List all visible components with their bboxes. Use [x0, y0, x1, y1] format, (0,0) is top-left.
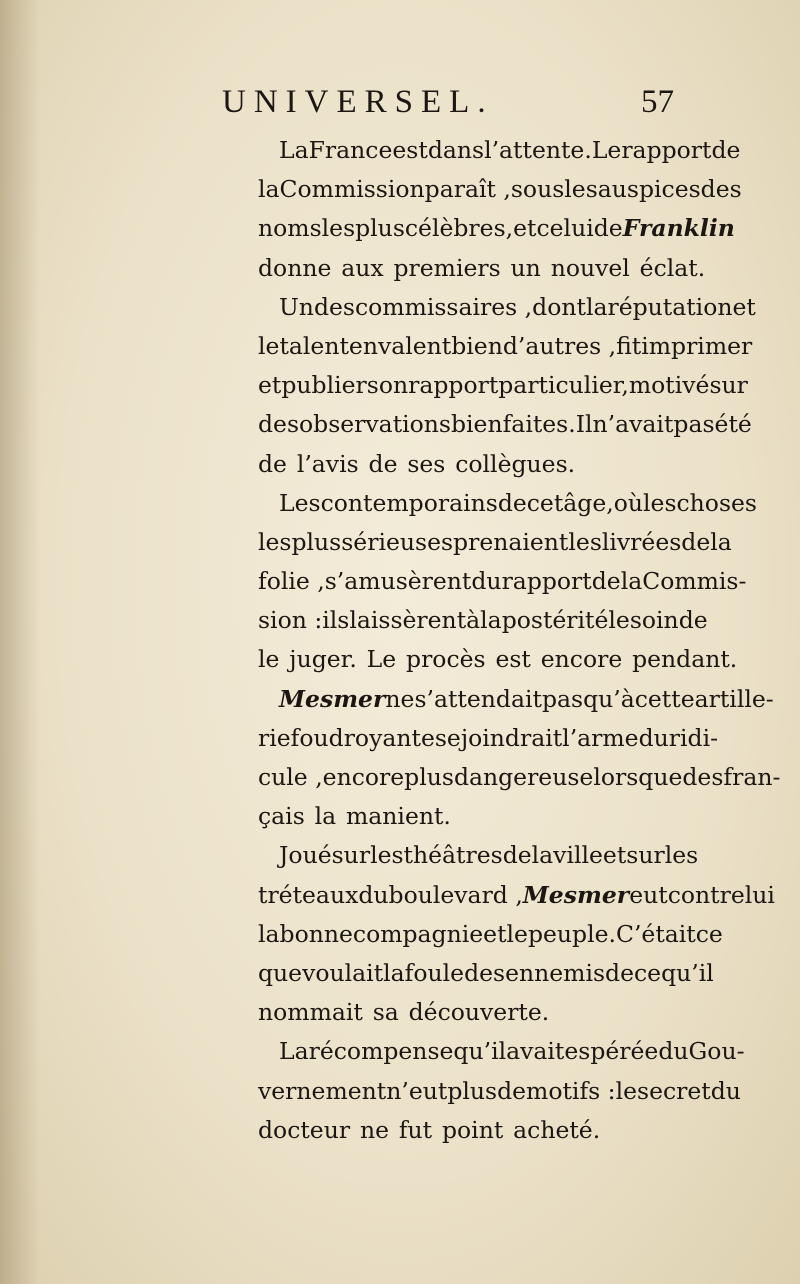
word: C’était [615, 919, 696, 948]
word: sous [510, 175, 565, 204]
word: des [464, 958, 506, 987]
word: de [605, 958, 634, 987]
word: compagnie [352, 919, 484, 948]
text-line [258, 366, 748, 405]
word: donne [258, 253, 332, 282]
word: artille- [694, 684, 774, 713]
word: la [480, 606, 502, 635]
word: faites. [502, 410, 576, 439]
word: livrées [601, 527, 682, 556]
word: le [615, 1076, 638, 1105]
text-line [258, 836, 699, 875]
word: les [568, 527, 602, 556]
word: pendant. [632, 645, 738, 674]
word: paraît , [424, 175, 511, 204]
word: ce [634, 958, 662, 987]
word: soin [629, 606, 679, 635]
word: en [348, 331, 378, 360]
word: s’attendait [414, 684, 542, 713]
word: sur [626, 841, 665, 870]
word: secret [637, 1076, 711, 1105]
word: auspices [597, 175, 701, 204]
word: dangereuse [453, 763, 594, 791]
word: particulier, [498, 371, 629, 400]
text-line [258, 680, 774, 719]
word: plus [447, 1076, 498, 1105]
text-line [258, 405, 752, 444]
word: ridi- [668, 723, 719, 752]
word: qu’à [583, 684, 635, 713]
word: manient. [346, 802, 451, 831]
word: cet [526, 488, 564, 517]
word: valent [377, 331, 452, 360]
word: n’eut [386, 1076, 448, 1105]
word: célèbres [404, 214, 506, 243]
word: talent [279, 331, 349, 360]
text-line [258, 1032, 745, 1071]
word: rapport [501, 567, 592, 596]
text-line [258, 484, 757, 523]
text-line [258, 288, 756, 327]
text-line [258, 131, 741, 170]
word: des [682, 763, 724, 791]
word: voulait [302, 958, 384, 987]
word: fut [398, 1115, 433, 1144]
word: sur [331, 841, 371, 870]
word: fit [616, 331, 642, 360]
word: la [585, 292, 608, 321]
word: de [681, 527, 711, 556]
text-line [258, 562, 747, 601]
running-title: UNIVERSEL. [222, 84, 494, 120]
word: la [710, 527, 732, 556]
word: contre [667, 880, 745, 909]
word: réputation [607, 292, 733, 321]
word: Un [279, 292, 314, 321]
word: la [531, 841, 554, 870]
word: découverte. [408, 998, 550, 1027]
word: prenaient [453, 527, 569, 556]
word: nouvel [550, 253, 630, 282]
word: peuple. [527, 919, 616, 948]
text-line [258, 249, 706, 288]
word: des [258, 410, 300, 439]
word: Commis- [642, 567, 747, 596]
word: çais [258, 802, 305, 831]
word: rapport [408, 371, 499, 400]
text-line [258, 170, 742, 209]
word: des [700, 175, 742, 204]
word: commissaires , [354, 292, 533, 321]
word: foule [404, 958, 465, 987]
word: dont [532, 292, 586, 321]
page-edge-shadow [0, 0, 40, 1284]
italic-name: Franklin [622, 214, 735, 243]
word: La [279, 1037, 309, 1066]
text-line [258, 601, 708, 640]
word: Les [279, 488, 321, 517]
word: théâtres [403, 841, 503, 870]
word: du [471, 567, 502, 596]
word: tréteaux [258, 880, 359, 909]
word: ils [322, 606, 350, 635]
word: s’amusèrent [324, 567, 472, 596]
word: fran- [723, 763, 781, 791]
word: du [638, 723, 669, 752]
text-line [258, 327, 753, 366]
word: motivé [628, 371, 710, 400]
word: les [643, 488, 677, 517]
word: contemporains [320, 488, 498, 517]
word: point [441, 1115, 504, 1144]
word: ne [385, 684, 415, 713]
word: sur [709, 371, 748, 400]
word: motifs : [526, 1076, 616, 1105]
word: ennemis [505, 958, 606, 987]
word: postérité [501, 606, 609, 635]
text-line [258, 719, 719, 758]
word: et [602, 841, 627, 870]
word: Le [366, 645, 397, 674]
word: des [313, 292, 355, 321]
word: les [664, 841, 699, 870]
word: vernement [258, 1076, 387, 1105]
word: l’arme [562, 723, 639, 752]
word: pas [673, 410, 715, 439]
word: Gou- [688, 1037, 745, 1066]
word: de [258, 449, 287, 478]
word: nommait [258, 998, 363, 1027]
word: plus [291, 527, 342, 556]
word: les [321, 214, 356, 243]
italic-name: Mesmer [279, 684, 386, 713]
italic-name: Mesmer [522, 880, 630, 909]
word: de [711, 136, 741, 164]
word: un [510, 253, 541, 282]
word: rapport [621, 136, 712, 164]
word: le [506, 919, 528, 948]
word: la [258, 175, 280, 204]
word: encore [540, 645, 623, 674]
text-line [258, 1111, 656, 1150]
word: de [678, 606, 708, 635]
word: se [434, 723, 461, 752]
word: qu’il [661, 958, 714, 987]
text-line [258, 445, 656, 484]
word: plus [355, 214, 405, 243]
word: qu’il [453, 1037, 507, 1066]
word: Le [591, 136, 622, 164]
text-line [258, 758, 781, 797]
word: de [497, 1076, 527, 1105]
word: bien [451, 410, 503, 439]
word: publier [281, 371, 367, 400]
word: sa [372, 998, 399, 1027]
word: où [613, 488, 644, 517]
word: Il [575, 410, 593, 439]
word: la [383, 958, 405, 987]
word: ne [359, 1115, 389, 1144]
word: son [366, 371, 409, 400]
word: celui [536, 214, 594, 243]
text-line [258, 1072, 741, 1111]
word: sérieuses [341, 527, 454, 556]
word: , [505, 214, 514, 243]
word: âge, [563, 488, 614, 517]
word: récompense [308, 1037, 454, 1066]
word: avait [506, 1037, 565, 1066]
word: le [258, 645, 280, 674]
word: de [593, 214, 623, 243]
word: ville [553, 841, 603, 870]
word: et [732, 292, 756, 321]
word: et [513, 214, 537, 243]
text-line [258, 640, 738, 679]
word: du [658, 1037, 689, 1066]
word: d’autres , [502, 331, 617, 360]
word: l’avis [296, 449, 359, 478]
word: bonne [279, 919, 353, 948]
word: folie , [258, 567, 325, 596]
word: du [710, 1076, 741, 1105]
word: collègues. [455, 449, 576, 478]
word: imprimer [641, 331, 753, 360]
word: foudroyante [290, 723, 435, 752]
word: est [495, 645, 531, 674]
word: lorsque [593, 763, 683, 791]
word: Joué [279, 841, 332, 870]
body-text [258, 131, 781, 1150]
page-number: 57 [641, 84, 674, 120]
word: premiers [393, 253, 501, 282]
word: lui [744, 880, 775, 909]
word: docteur [258, 1115, 351, 1144]
word: est [392, 136, 428, 164]
word: du [358, 880, 389, 909]
word: l’attente. [484, 136, 592, 164]
word: de [591, 567, 621, 596]
text-line [258, 523, 732, 562]
word: La [279, 136, 309, 164]
word: ce [695, 919, 723, 948]
word: Commission [279, 175, 425, 204]
text-line [258, 797, 656, 836]
word: procès [406, 645, 486, 674]
text-line [258, 954, 714, 993]
word: encore [322, 763, 405, 791]
word: ses [407, 449, 446, 478]
word: et [483, 919, 507, 948]
word: de [497, 488, 527, 517]
word: éclat. [639, 253, 706, 282]
word: cette [634, 684, 695, 713]
word: dans [427, 136, 485, 164]
word: eut [629, 880, 668, 909]
word: le [258, 331, 280, 360]
word: que [258, 958, 303, 987]
word: de [368, 449, 398, 478]
text-line [258, 993, 656, 1032]
word: n’avait [592, 410, 674, 439]
word: de [502, 841, 532, 870]
text-line [258, 915, 723, 954]
word: les [564, 175, 598, 204]
word: à [466, 606, 481, 635]
word: les [370, 841, 404, 870]
word: pas [541, 684, 584, 713]
word: la [314, 802, 337, 831]
word: laissèrent [349, 606, 467, 635]
word: juger. [289, 645, 357, 674]
word: le [608, 606, 630, 635]
text-line [258, 876, 775, 915]
word: joindrait [460, 723, 563, 752]
text-line [258, 209, 735, 248]
word: cule , [258, 763, 323, 791]
page-header [0, 78, 800, 126]
word: la [258, 919, 280, 948]
word: et [258, 371, 282, 400]
word: espérée [564, 1037, 659, 1066]
word: plus [404, 763, 454, 791]
word: bien [451, 331, 503, 360]
word: les [258, 527, 292, 556]
word: boulevard , [388, 880, 523, 909]
word: sion : [258, 606, 323, 635]
word: choses [676, 488, 757, 517]
word: observations [299, 410, 451, 439]
word: noms [258, 214, 322, 243]
word: été [714, 410, 752, 439]
word: la [620, 567, 643, 596]
word: France [308, 136, 393, 164]
word: rie [258, 723, 291, 752]
word: aux [341, 253, 384, 282]
word: acheté. [513, 1115, 601, 1144]
